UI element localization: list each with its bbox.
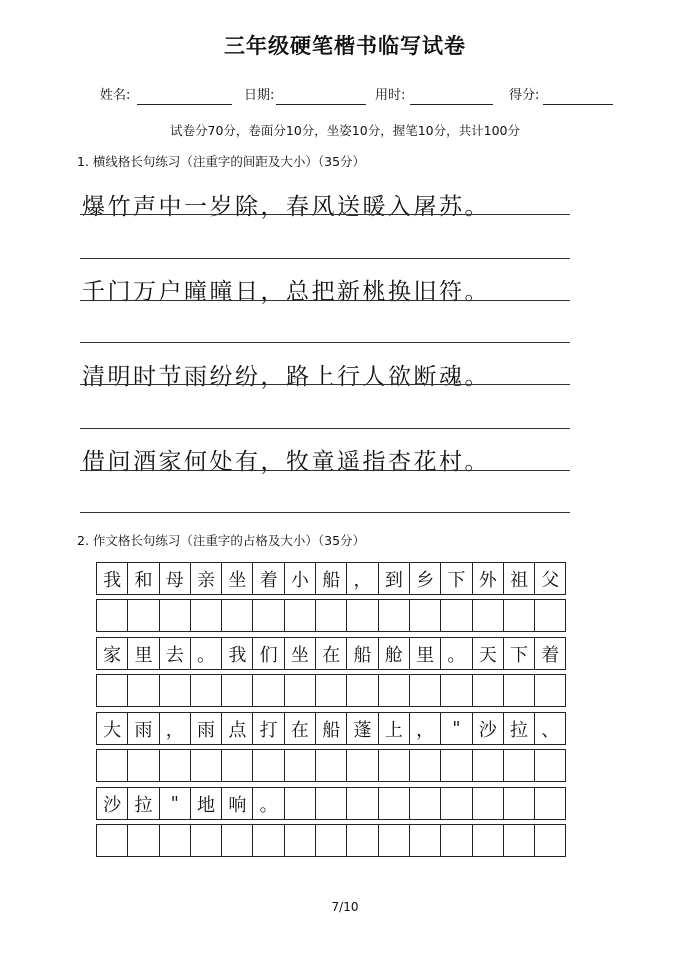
grid-cell-char: " (160, 788, 191, 819)
grid-cell-char: 蓬 (347, 713, 378, 744)
grid-cell-char: 地 (191, 788, 222, 819)
grid-cell-empty[interactable] (316, 600, 347, 631)
score-field (509, 84, 539, 103)
time-label: 用时: (375, 88, 406, 103)
grid-cell-empty[interactable] (441, 750, 472, 781)
time-field (375, 84, 405, 103)
grid-cell-empty[interactable] (473, 675, 504, 706)
grid-cell-empty[interactable] (160, 600, 191, 631)
grid-cell-char: 。 (253, 788, 284, 819)
grid-cell-empty[interactable] (410, 675, 441, 706)
grid-cell-char: 船 (316, 713, 347, 744)
grid-cell-empty[interactable] (535, 788, 566, 819)
grid-cell-char: 天 (473, 638, 504, 669)
score-note: 试卷分70分，卷面分10分，坐姿10分，握笔10分，共计100分 (170, 123, 520, 138)
grid-cell-char: 里 (128, 638, 159, 669)
grid-cell-char: ， (160, 713, 191, 744)
date-label: 日期: (244, 88, 275, 103)
grid-cell-empty[interactable] (97, 825, 128, 856)
score-label: 得分: (509, 88, 540, 103)
grid-cell-char: 沙 (473, 713, 504, 744)
grid-cell-empty[interactable] (504, 600, 535, 631)
grid-cell-char: 下 (504, 638, 535, 669)
grid-cell-char: 祖 (504, 563, 535, 594)
grid-cell-empty[interactable] (285, 750, 316, 781)
grid-cell-char: 父 (535, 563, 566, 594)
grid-cell-char: 打 (253, 713, 284, 744)
grid-cell-empty[interactable] (97, 750, 128, 781)
writing-line (80, 384, 570, 385)
grid-cell-empty[interactable] (222, 600, 253, 631)
grid-cell-char: 沙 (97, 788, 128, 819)
grid-cell-char: 拉 (128, 788, 159, 819)
practice-line[interactable] (80, 342, 570, 343)
grid-cell-char: 响 (222, 788, 253, 819)
practice-line[interactable] (80, 512, 570, 513)
grid-cell-char: 坐 (222, 563, 253, 594)
grid-cell-char: 雨 (191, 713, 222, 744)
grid-cell-empty[interactable] (347, 788, 378, 819)
grid-cell-empty[interactable] (410, 788, 441, 819)
grid-cell-empty[interactable] (253, 825, 284, 856)
handwriting-line-4: 借问酒家何处有，牧童遥指杏花村。 (82, 449, 490, 475)
grid-cell-char: 上 (379, 713, 410, 744)
grid-cell-char: " (441, 713, 472, 744)
date-field (244, 84, 274, 103)
grid-cell-empty[interactable] (535, 600, 566, 631)
grid-cell-empty[interactable] (253, 675, 284, 706)
grid-cell-empty[interactable] (473, 600, 504, 631)
grid-cell-empty[interactable] (441, 825, 472, 856)
grid-cell-empty[interactable] (222, 750, 253, 781)
name-blank[interactable] (137, 104, 232, 105)
practice-line[interactable] (80, 258, 570, 259)
handwriting-line-2: 千门万户曈曈日，总把新桃换旧符。 (82, 279, 490, 305)
grid-cell-empty[interactable] (379, 750, 410, 781)
grid-cell-empty[interactable] (128, 825, 159, 856)
grid-cell-empty[interactable] (285, 675, 316, 706)
grid-cell-char: 舱 (379, 638, 410, 669)
grid-cell-char: 里 (410, 638, 441, 669)
grid-cell-empty[interactable] (347, 825, 378, 856)
grid-cell-empty[interactable] (97, 675, 128, 706)
grid-cell-empty[interactable] (160, 675, 191, 706)
grid-cell-char: 母 (160, 563, 191, 594)
practice-line[interactable] (80, 428, 570, 429)
grid-cell-char: 在 (285, 713, 316, 744)
grid-cell-empty[interactable] (222, 675, 253, 706)
date-blank[interactable] (276, 104, 366, 105)
handwriting-line-3: 清明时节雨纷纷，路上行人欲断魂。 (82, 364, 490, 390)
grid-cell-empty[interactable] (347, 600, 378, 631)
name-label: 姓名: (100, 88, 131, 103)
grid-cell-char: 着 (535, 638, 566, 669)
grid-cell-empty[interactable] (379, 600, 410, 631)
grid-cell-empty[interactable] (379, 788, 410, 819)
grid-cell-char: 我 (222, 638, 253, 669)
grid-cell-empty[interactable] (441, 600, 472, 631)
grid-cell-empty[interactable] (473, 825, 504, 856)
grid-cell-empty[interactable] (191, 825, 222, 856)
grid-cell-char: 在 (316, 638, 347, 669)
grid-cell-empty[interactable] (379, 675, 410, 706)
grid-cell-empty[interactable] (347, 675, 378, 706)
grid-cell-empty[interactable] (253, 600, 284, 631)
grid-cell-char: 。 (191, 638, 222, 669)
grid-cell-empty[interactable] (535, 750, 566, 781)
grid-cell-char: ， (347, 563, 378, 594)
grid-row (96, 637, 566, 670)
grid-cell-empty[interactable] (316, 825, 347, 856)
grid-cell-empty[interactable] (160, 825, 191, 856)
page-number: 7/10 (331, 900, 359, 914)
grid-cell-empty[interactable] (379, 825, 410, 856)
grid-cell-char: 我 (97, 563, 128, 594)
grid-cell-char: 下 (441, 563, 472, 594)
grid-cell-char: 雨 (128, 713, 159, 744)
grid-cell-char: 亲 (191, 563, 222, 594)
grid-cell-char: 到 (379, 563, 410, 594)
grid-cell-empty[interactable] (285, 825, 316, 856)
grid-cell-empty[interactable] (535, 825, 566, 856)
grid-row (96, 562, 566, 595)
grid-cell-empty[interactable] (128, 600, 159, 631)
name-field (100, 84, 130, 103)
grid-cell-char: 和 (128, 563, 159, 594)
grid-cell-char: 船 (316, 563, 347, 594)
grid-cell-char: 点 (222, 713, 253, 744)
grid-cell-empty[interactable] (504, 788, 535, 819)
grid-cell-empty[interactable] (347, 750, 378, 781)
grid-cell-empty[interactable] (160, 750, 191, 781)
grid-cell-char: 着 (253, 563, 284, 594)
grid-cell-char: 乡 (410, 563, 441, 594)
grid-cell-empty[interactable] (285, 600, 316, 631)
grid-cell-char: 船 (347, 638, 378, 669)
section2-title: 2. 作文格长句练习（注重字的占格及大小）（35分） (77, 533, 366, 548)
grid-cell-char: 拉 (504, 713, 535, 744)
page-title: 三年级硬笔楷书临写试卷 (224, 34, 466, 58)
grid-cell-char: 小 (285, 563, 316, 594)
grid-cell-char: 去 (160, 638, 191, 669)
grid-cell-empty[interactable] (410, 750, 441, 781)
time-blank[interactable] (410, 104, 493, 105)
grid-cell-empty[interactable] (128, 675, 159, 706)
grid-cell-empty[interactable] (504, 750, 535, 781)
grid-row (96, 824, 566, 857)
grid-cell-char: 、 (535, 713, 566, 744)
grid-cell-empty[interactable] (222, 825, 253, 856)
grid-cell-empty[interactable] (441, 788, 472, 819)
grid-cell-char: 们 (253, 638, 284, 669)
grid-cell-char: 坐 (285, 638, 316, 669)
section1-title: 1. 横线格长句练习（注重字的间距及大小）（35分） (77, 154, 366, 169)
grid-cell-empty[interactable] (441, 675, 472, 706)
grid-cell-empty[interactable] (191, 750, 222, 781)
grid-cell-empty[interactable] (285, 788, 316, 819)
writing-line (80, 470, 570, 471)
handwriting-line-1: 爆竹声中一岁除，春风送暖入屠苏。 (82, 194, 490, 220)
grid-cell-char: ， (410, 713, 441, 744)
grid-cell-empty[interactable] (191, 600, 222, 631)
grid-cell-char: 。 (441, 638, 472, 669)
grid-cell-empty[interactable] (316, 675, 347, 706)
grid-cell-empty[interactable] (410, 600, 441, 631)
grid-cell-empty[interactable] (504, 675, 535, 706)
grid-cell-empty[interactable] (316, 750, 347, 781)
grid-cell-char: 家 (97, 638, 128, 669)
grid-cell-empty[interactable] (253, 750, 284, 781)
grid-cell-char: 外 (473, 563, 504, 594)
writing-line (80, 214, 570, 215)
grid-cell-empty[interactable] (535, 675, 566, 706)
grid-cell-empty[interactable] (191, 675, 222, 706)
grid-cell-empty[interactable] (128, 750, 159, 781)
grid-row (96, 712, 566, 745)
grid-cell-empty[interactable] (316, 788, 347, 819)
grid-cell-empty[interactable] (97, 600, 128, 631)
grid-cell-char: 大 (97, 713, 128, 744)
grid-row (96, 787, 566, 820)
grid-cell-empty[interactable] (504, 825, 535, 856)
grid-row (96, 599, 566, 632)
writing-line (80, 300, 570, 301)
grid-cell-empty[interactable] (473, 750, 504, 781)
grid-cell-empty[interactable] (473, 788, 504, 819)
score-blank[interactable] (543, 104, 613, 105)
grid-row (96, 749, 566, 782)
grid-cell-empty[interactable] (410, 825, 441, 856)
grid-row (96, 674, 566, 707)
